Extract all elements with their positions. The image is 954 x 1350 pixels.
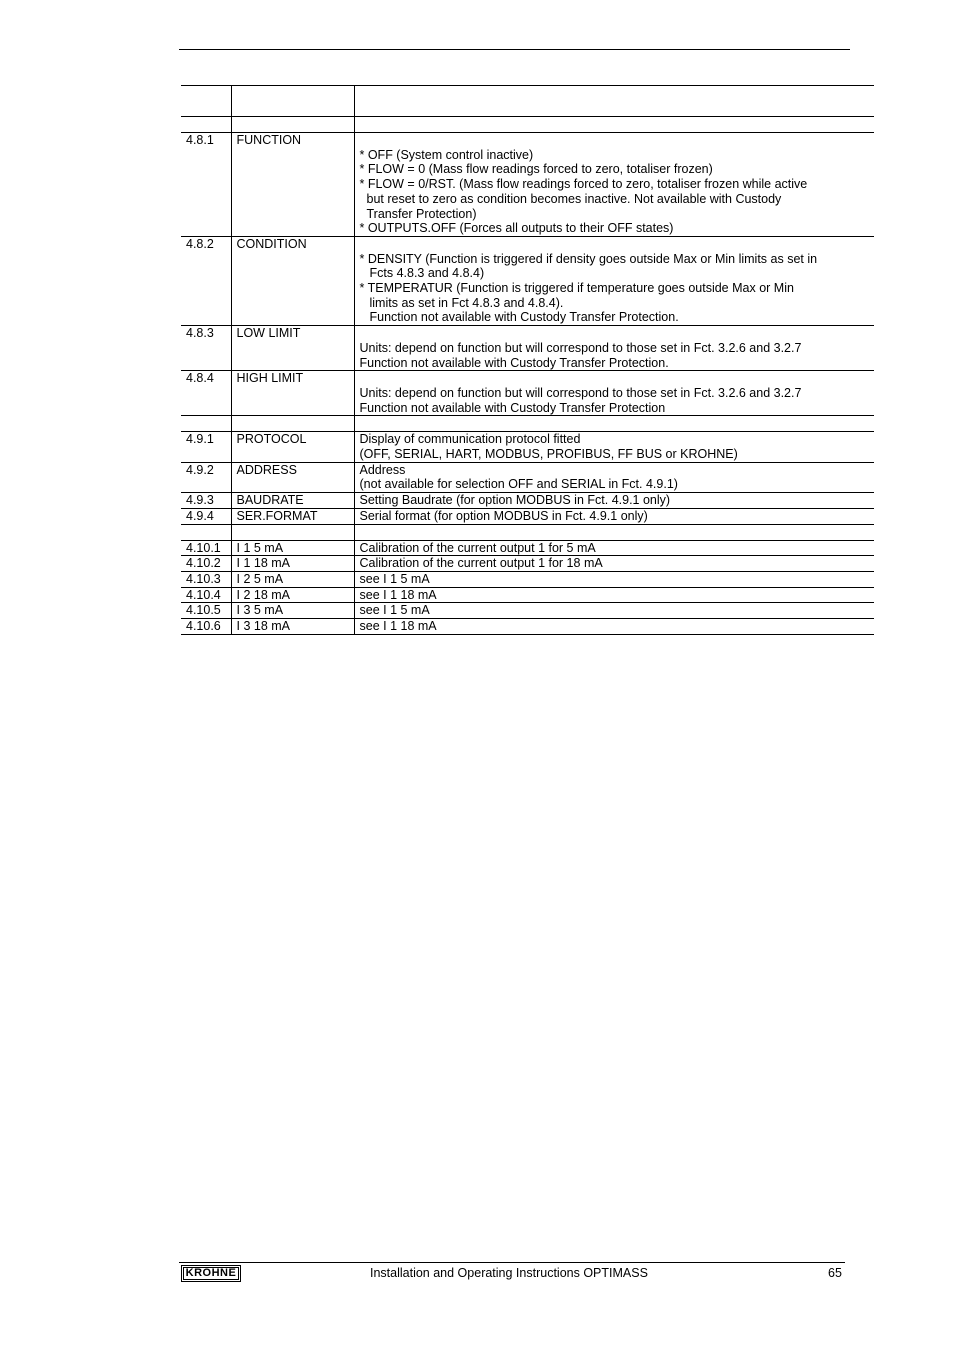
function-description (354, 416, 874, 432)
footer-rule (179, 1262, 845, 1263)
table-row (181, 117, 874, 133)
function-number: 4.10.2 (181, 556, 231, 572)
description-line: see I 1 5 mA (359, 571, 430, 586)
description-line: limits as set in Fct 4.8.3 and 4.8.4). (369, 295, 564, 310)
description-line: Calibration of the current output 1 for 5 mA (359, 540, 596, 555)
description-line: Fcts 4.8.3 and 4.8.4) (369, 266, 485, 281)
function-number: 4.9.4 (181, 508, 231, 524)
table-row (181, 571, 874, 587)
function-name: FUNCTION (231, 133, 354, 237)
function-name: SER.FORMAT (231, 508, 354, 524)
description-line (360, 117, 875, 132)
function-name: I 1 5 mA (231, 540, 354, 556)
description-line: * OFF (System control inactive) (359, 147, 534, 162)
table-row (181, 540, 874, 556)
description-line: Units: depend on function but will correspond to those set in Fct. 3.2.6 and 3.2.7 (359, 385, 802, 400)
function-description (354, 524, 874, 540)
function-name: I 2 5 mA (231, 571, 354, 587)
function-number: 4.10.1 (181, 540, 231, 556)
function-name (231, 524, 354, 540)
description-line: * FLOW = 0/RST. (Mass flow readings forced to zero, totaliser frozen while active (359, 177, 808, 192)
function-number: 4.8.3 (181, 326, 231, 371)
description-line: Calibration of the current output 1 for 18 mA (359, 556, 603, 571)
function-name (231, 117, 354, 133)
function-description (354, 432, 874, 462)
function-description (354, 371, 874, 416)
function-number (181, 416, 231, 432)
header-rule (179, 49, 850, 50)
function-description (354, 587, 874, 603)
function-description (354, 462, 874, 492)
function-number: 4.9.2 (181, 462, 231, 492)
table-row (181, 619, 874, 635)
function-number (181, 117, 231, 133)
table-row (181, 86, 874, 117)
description-line: Address (359, 462, 406, 477)
description-line: * DENSITY (Function is triggered if density goes outside Max or Min limits as set in (359, 251, 818, 266)
table-row (181, 556, 874, 572)
table-row (181, 371, 874, 416)
function-number: 4.10.3 (181, 571, 231, 587)
description-line: Function not available with Custody Transfer Protection (359, 400, 666, 415)
function-number: 4.8.1 (181, 133, 231, 237)
krohne-logo (181, 1265, 241, 1282)
table-row (181, 462, 874, 492)
function-name (231, 86, 354, 117)
function-name: ADDRESS (231, 462, 354, 492)
description-line: see I 1 5 mA (359, 603, 430, 618)
table-row (181, 326, 874, 371)
function-description (354, 571, 874, 587)
function-description (354, 619, 874, 635)
description-line (360, 237, 875, 252)
description-line: * FLOW = 0 (Mass flow readings forced to zero, totaliser frozen) (359, 162, 713, 177)
page-number: 65 (828, 1266, 842, 1280)
table-row (181, 133, 874, 237)
function-description (354, 117, 874, 133)
description-line: but reset to zero as condition becomes inactive. Not available with Custody (366, 191, 782, 206)
table-row (181, 603, 874, 619)
description-line (360, 133, 875, 148)
description-line (360, 326, 875, 341)
table-row (181, 524, 874, 540)
table-row (181, 432, 874, 462)
function-description (354, 236, 874, 325)
description-line: Function not available with Custody Transfer Protection. (369, 310, 679, 325)
function-name: BAUDRATE (231, 493, 354, 509)
function-description (354, 86, 874, 117)
function-number: 4.10.6 (181, 619, 231, 635)
function-description (354, 508, 874, 524)
description-line: see I 1 18 mA (359, 587, 437, 602)
description-line: (OFF, SERIAL, HART, MODBUS, PROFIBUS, FF BUS or KROHNE) (359, 447, 738, 461)
function-description (354, 493, 874, 509)
description-line: Display of communication protocol fitted (359, 432, 581, 447)
table-row (181, 493, 874, 509)
function-name: I 1 18 mA (231, 556, 354, 572)
description-line: Transfer Protection) (366, 206, 477, 221)
description-line (360, 101, 875, 116)
function-name: LOW LIMIT (231, 326, 354, 371)
description-line: Serial format (for option MODBUS in Fct. 4.9.1 only) (359, 508, 648, 523)
table-row (181, 587, 874, 603)
function-name: I 3 5 mA (231, 603, 354, 619)
function-number (181, 86, 231, 117)
function-number: 4.8.2 (181, 236, 231, 325)
function-name: HIGH LIMIT (231, 371, 354, 416)
table-row (181, 508, 874, 524)
description-line: * OUTPUTS.OFF (Forces all outputs to their OFF states) (359, 221, 674, 236)
function-name: PROTOCOL (231, 432, 354, 462)
function-description (354, 133, 874, 237)
function-name (231, 416, 354, 432)
krohne-logo-text: KROHNE (183, 1267, 239, 1280)
description-line: Units: depend on function but will correspond to those set in Fct. 3.2.6 and 3.2.7 (359, 340, 802, 355)
function-number: 4.10.5 (181, 603, 231, 619)
function-number: 4.9.3 (181, 493, 231, 509)
function-table-body (181, 86, 874, 635)
function-number: 4.10.4 (181, 587, 231, 603)
function-number: 4.8.4 (181, 371, 231, 416)
function-name: I 2 18 mA (231, 587, 354, 603)
description-line: Setting Baudrate (for option MODBUS in Fct. 4.9.1 only) (359, 493, 671, 508)
function-description (354, 603, 874, 619)
function-description (354, 540, 874, 556)
description-line (360, 525, 875, 540)
table-row (181, 236, 874, 325)
function-table (181, 85, 874, 635)
description-line: see I 1 18 mA (359, 619, 437, 634)
description-line (360, 86, 875, 101)
footer-title: Installation and Operating Instructions OPTIMASS (370, 1266, 648, 1280)
function-description (354, 326, 874, 371)
function-description (354, 556, 874, 572)
table-row (181, 416, 874, 432)
description-line (360, 371, 875, 386)
description-line (360, 416, 875, 431)
function-name: CONDITION (231, 236, 354, 325)
function-name: I 3 18 mA (231, 619, 354, 635)
description-line: (not available for selection OFF and SERIAL in Fct. 4.9.1) (359, 477, 678, 492)
function-number (181, 524, 231, 540)
description-line: * TEMPERATUR (Function is triggered if temperature goes outside Max or Min (359, 281, 794, 295)
function-number: 4.9.1 (181, 432, 231, 462)
description-line: Function not available with Custody Transfer Protection. (359, 355, 669, 370)
